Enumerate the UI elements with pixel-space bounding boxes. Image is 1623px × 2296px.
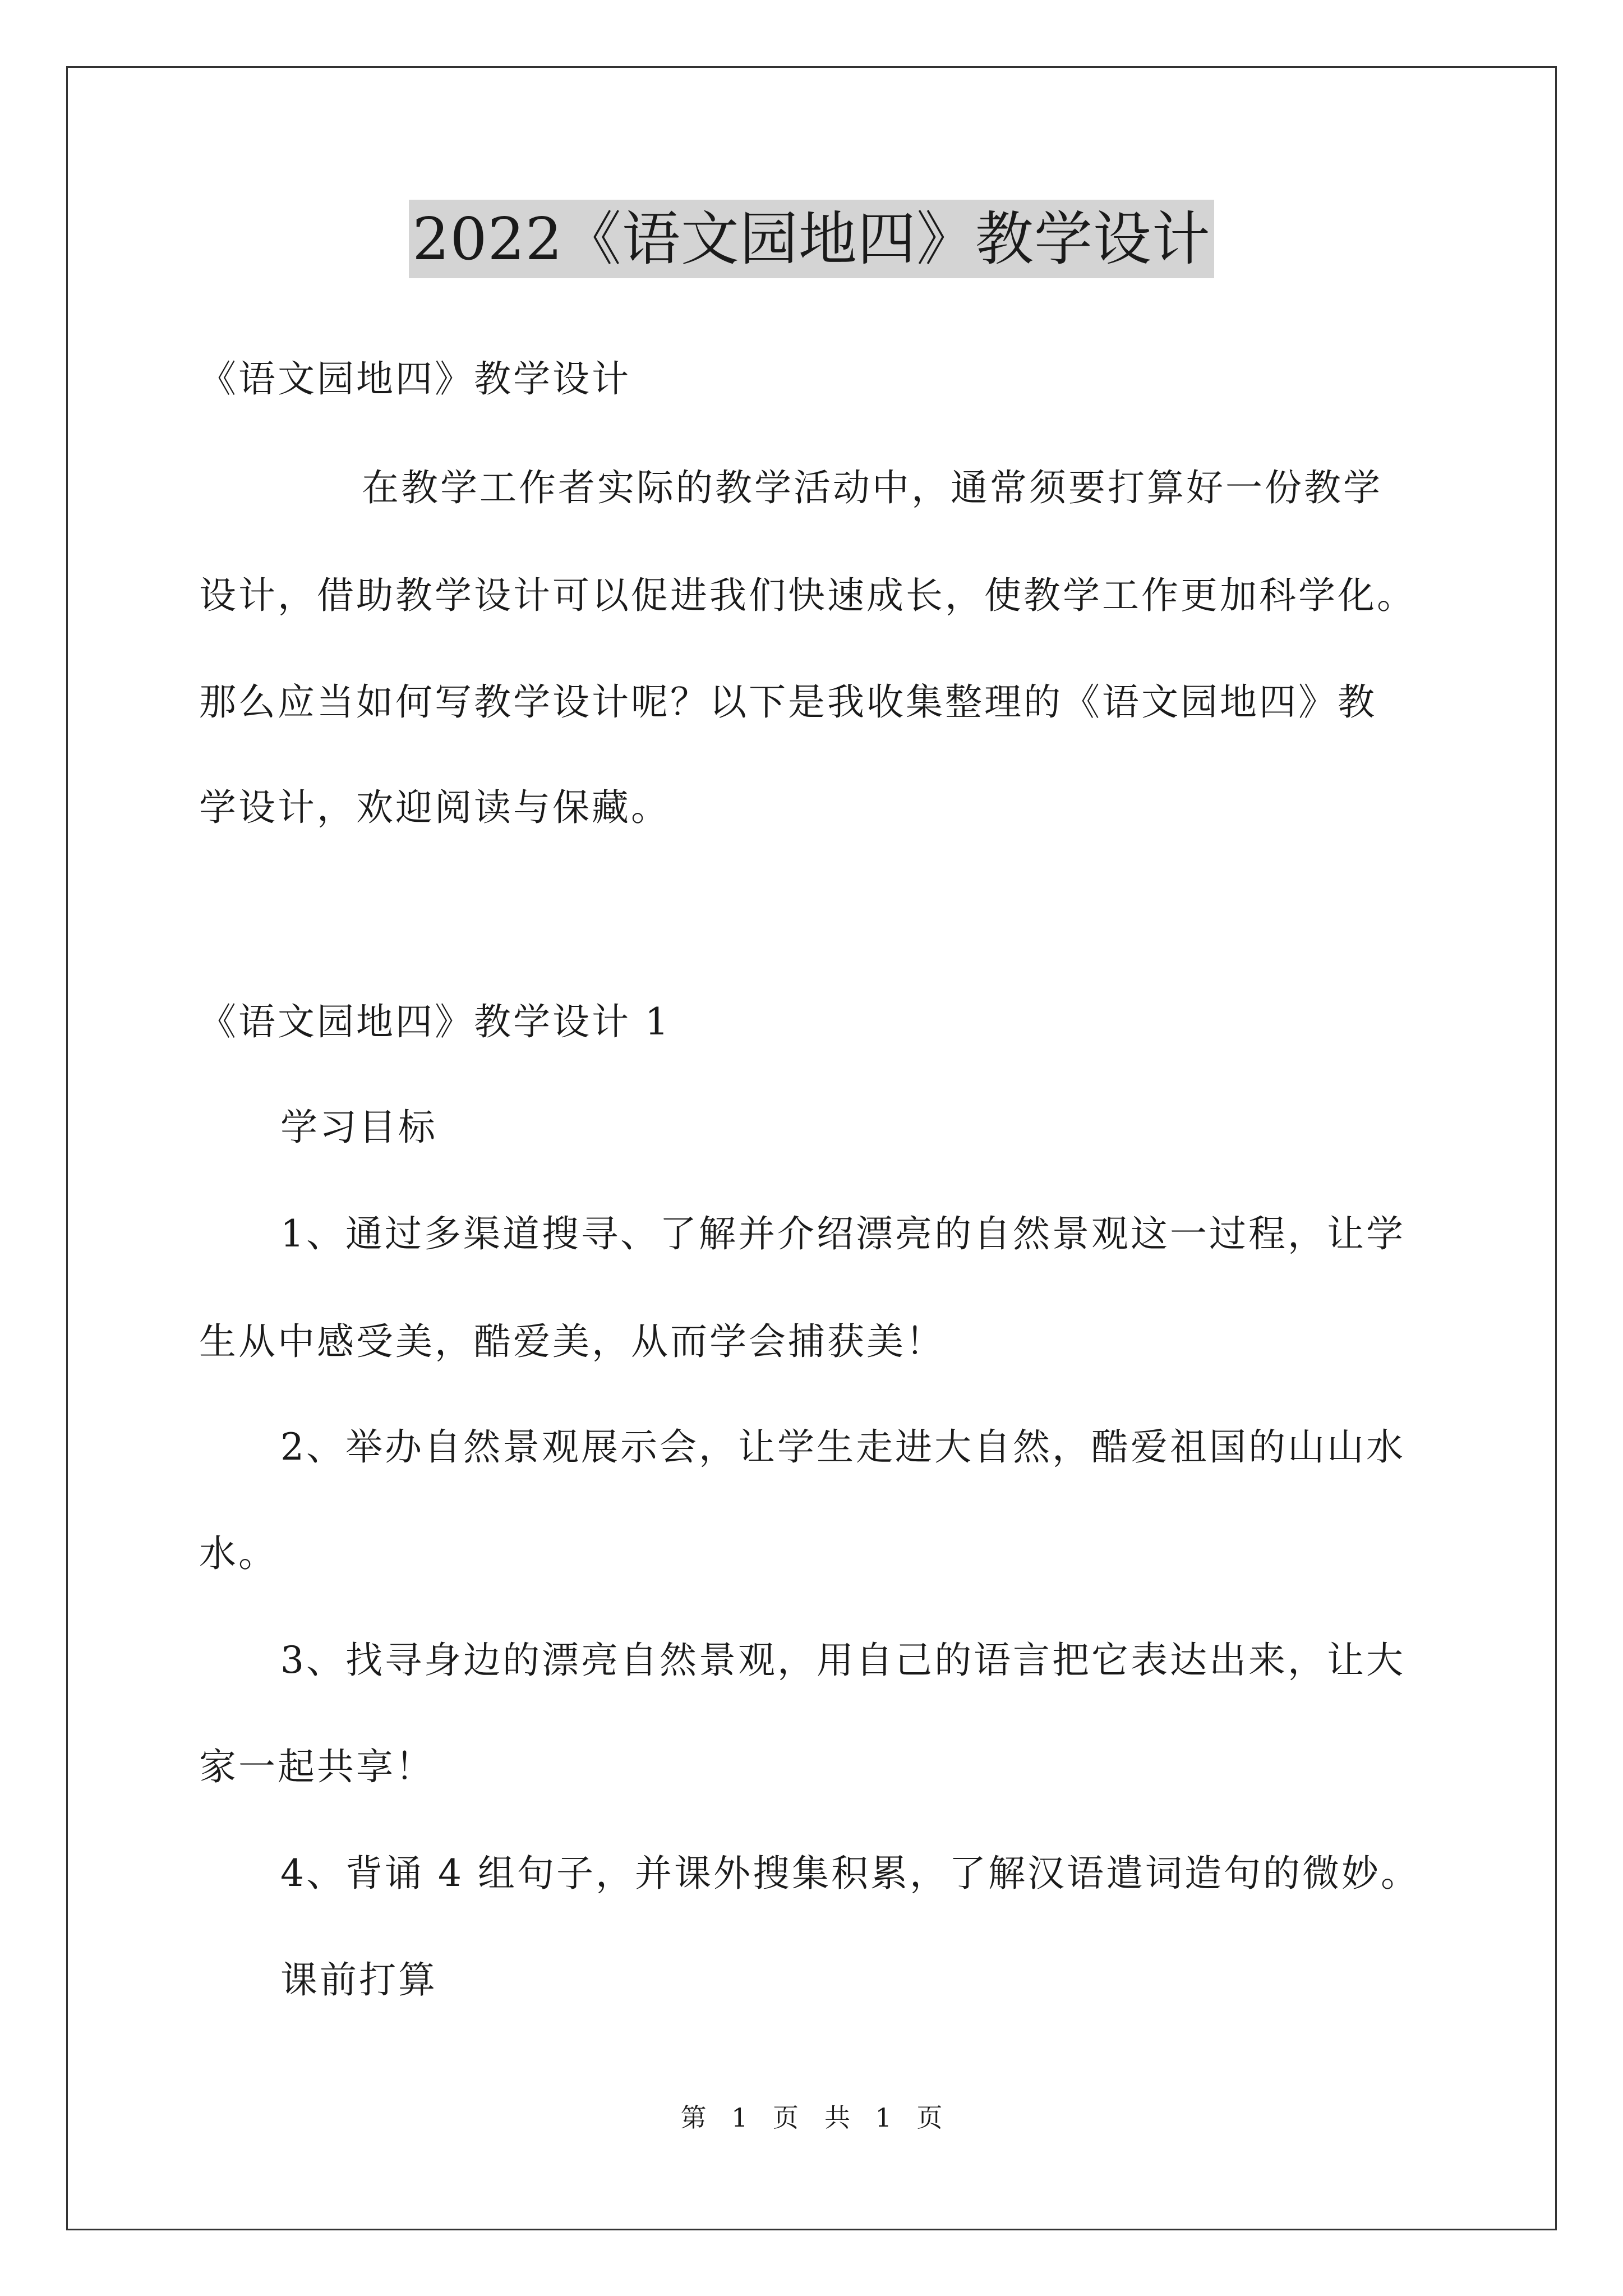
intro-line-2: 设计，借助教学设计可以促进我们快速成长，使教学工作更加科学化。	[199, 574, 1416, 617]
title-container	[0, 200, 1623, 278]
goal-line-4: 水。	[199, 1532, 278, 1575]
goal-line-3: 2、举办自然景观展示会，让学生走进大自然，酷爱祖国的山山水	[280, 1425, 1405, 1469]
prep-heading: 课前打算	[280, 1958, 437, 2001]
intro-line-3: 那么应当如何写教学设计呢？以下是我收集整理的《语文园地四》教	[199, 680, 1377, 724]
intro-line-1: 在教学工作者实际的教学活动中，通常须要打算好一份教学	[362, 466, 1382, 509]
goal-line-2: 生从中感受美，酷爱美，从而学会捕获美！	[199, 1320, 945, 1363]
page-footer: 第 1 页 共 1 页	[680, 2102, 943, 2133]
goal-line-1: 1、通过多渠道搜寻、了解并介绍漂亮的自然景观这一过程，让学	[280, 1212, 1405, 1255]
goal-line-7: 4、背诵 4 组句子，并课外搜集积累，了解汉语遣词造句的微妙。	[280, 1852, 1420, 1895]
document-title: 2022《语文园地四》教学设计	[409, 200, 1214, 278]
document-subtitle: 《语文园地四》教学设计	[199, 357, 631, 401]
goal-line-6: 家一起共享！	[199, 1745, 435, 1788]
goal-line-5: 3、找寻身边的漂亮自然景观，用自己的语言把它表达出来，让大	[280, 1639, 1405, 1682]
section-heading: 《语文园地四》教学设计 1	[199, 1000, 671, 1043]
intro-line-4: 学设计，欢迎阅读与保藏。	[199, 786, 670, 829]
goals-heading: 学习目标	[280, 1106, 437, 1149]
